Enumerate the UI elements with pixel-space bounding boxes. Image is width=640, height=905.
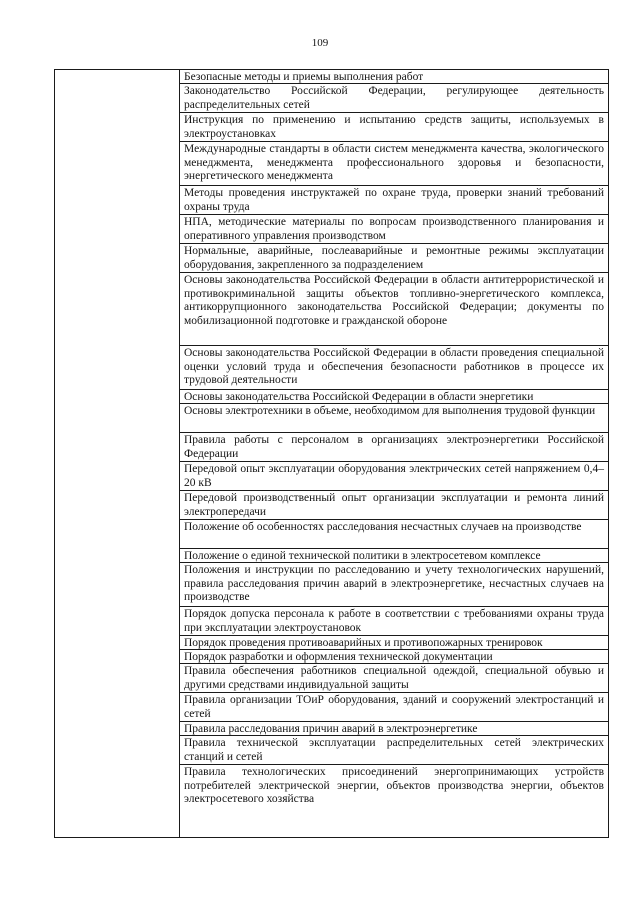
page-number: 109 xyxy=(311,37,329,49)
table-row: Правила работы с персоналом в организациях электроэнергетики Российской Федерации xyxy=(180,433,608,462)
table-row: Методы проведения инструктажей по охране труда, проверки знаний требований охраны труда xyxy=(180,186,608,215)
table-row: Положение о единой технической политики в электросетевом комплексе xyxy=(180,549,608,563)
table-row: Положения и инструкции по расследованию и учету технологических нарушений, правила расследования причин аварий в электроэнергетике, несчастных случаев на производстве xyxy=(180,563,608,607)
table-row: Основы законодательства Российской Федерации в области энергетики xyxy=(180,390,608,404)
table-row: Порядок разработки и оформления технической документации xyxy=(180,650,608,664)
table-row: Правила технической эксплуатации распределительных сетей электрических станций и сетей xyxy=(180,736,608,765)
table-row: Правила организации ТОиР оборудования, зданий и сооружений электростанций и сетей xyxy=(180,693,608,722)
table-row: Нормальные, аварийные, послеаварийные и ремонтные режимы эксплуатации оборудования, закрепленного за подразделением xyxy=(180,244,608,273)
table-left-column xyxy=(55,70,180,837)
knowledge-table xyxy=(54,69,609,838)
table-row: Порядок проведения противоаварийных и противопожарных тренировок xyxy=(180,636,608,650)
table-row: Правила обеспечения работников специальной одеждой, специальной обувью и другими средствами индивидуальной защиты xyxy=(180,664,608,693)
table-right-column xyxy=(180,70,608,837)
table-row: Передовой опыт эксплуатации оборудования электрических сетей напряжением 0,4–20 кВ xyxy=(180,462,608,491)
table-row: Основы законодательства Российской Федерации в области проведения специальной оценки условий труда и обеспечения безопасности работников в процессе их трудовой деятельности xyxy=(180,346,608,390)
table-row: НПА, методические материалы по вопросам производственного планирования и оперативного управления производством xyxy=(180,215,608,244)
table-row: Правила расследования причин аварий в электроэнергетике xyxy=(180,722,608,736)
table-row: Основы электротехники в объеме, необходимом для выполнения трудовой функции xyxy=(180,404,608,433)
table-row: Основы законодательства Российской Федерации в области антитеррористической и противокриминальной защиты объектов топливно-энергетического комплекса, антикоррупционного законодательства Российской Федерации; документы по мобилизационной подготовке и гражданской обороне xyxy=(180,273,608,346)
table-row: Инструкция по применению и испытанию средств защиты, используемых в электроустановках xyxy=(180,113,608,142)
table-row: Безопасные методы и приемы выполнения работ xyxy=(180,70,608,84)
table-row: Законодательство Российской Федерации, регулирующее деятельность распределительных сетей xyxy=(180,84,608,113)
table-row: Международные стандарты в области систем менеджмента качества, экологического менеджмента, менеджмента профессионального здоровья и безопасности, энергетического менеджмента xyxy=(180,142,608,186)
table-row: Положение об особенностях расследования несчастных случаев на производстве xyxy=(180,520,608,549)
table-row: Порядок допуска персонала к работе в соответствии с требованиями охраны труда при эксплуатации электроустановок xyxy=(180,607,608,636)
table-row: Передовой производственный опыт организации эксплуатации и ремонта линий электропередачи xyxy=(180,491,608,520)
table-row: Правила технологических присоединений энергопринимающих устройств потребителей электрической энергии, объектов производства энергии, объектов электросетевого хозяйства xyxy=(184,766,604,806)
